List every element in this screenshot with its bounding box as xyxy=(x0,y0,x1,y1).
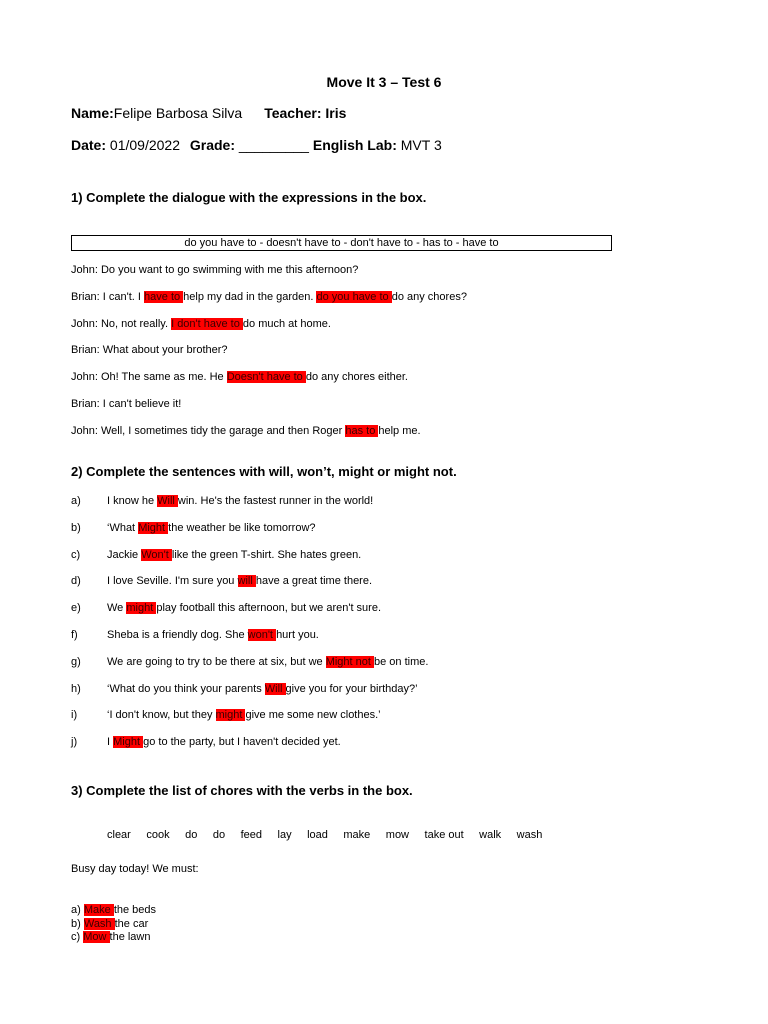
section2-heading: 2) Complete the sentences with will, won’t, might or might not. xyxy=(71,464,457,479)
verb-word: wash xyxy=(516,829,543,841)
sentence-item: Sheba is a friendly dog. She won't hurt you. xyxy=(107,629,319,641)
chore-item: a) Make the beds xyxy=(71,904,157,916)
dialogue-line-2: Brian: I can't. I have to help my dad in the garden. do you have to do any chores? xyxy=(71,291,467,303)
answer-highlight: Make xyxy=(83,904,114,916)
answer-highlight: might xyxy=(215,709,246,721)
answer-highlight: might xyxy=(126,602,157,614)
section1-heading: 1) Complete the dialogue with the expressions in the box. xyxy=(71,190,427,205)
sentence-letter: c) xyxy=(71,549,81,561)
sentence-letter: g) xyxy=(71,656,81,668)
answer-highlight: Might not xyxy=(325,656,375,668)
sentence-letter: j) xyxy=(71,736,78,748)
answer-highlight: has to xyxy=(345,425,379,437)
section3-heading: 3) Complete the list of chores with the verbs in the box. xyxy=(71,783,413,798)
sentence-item: ‘What Might the weather be like tomorrow? xyxy=(107,522,316,534)
dialogue-line-5: John: Oh! The same as me. He Doesn't have to do any chores either. xyxy=(71,371,408,383)
english-lab-label: English Lab: xyxy=(312,137,397,153)
answer-highlight: Wash xyxy=(83,918,115,930)
sentence-letter: d) xyxy=(71,575,81,587)
dialogue-line-7: John: Well, I sometimes tidy the garage and then Roger has to help me. xyxy=(71,425,421,437)
sentence-item: I know he Will win. He's the fastest runner in the world! xyxy=(107,495,374,507)
date-grade-line xyxy=(71,137,442,153)
chore-item: b) Wash the car xyxy=(71,918,149,930)
verb-word: feed xyxy=(240,829,263,841)
answer-highlight: will xyxy=(237,575,256,587)
sentence-item: We are going to try to be there at six, but we Might not be on time. xyxy=(107,656,429,668)
page-title: Move It 3 – Test 6 xyxy=(326,74,442,90)
dialogue-line-1: John: Do you want to go swimming with me this afternoon? xyxy=(71,264,359,276)
date-value: 01/09/2022 xyxy=(109,137,180,153)
english-lab-value: MVT 3 xyxy=(400,137,442,153)
verb-word: do xyxy=(212,829,226,841)
sentence-letter: i) xyxy=(71,709,78,721)
answer-highlight: Will xyxy=(264,683,286,695)
dialogue-line-4: Brian: What about your brother? xyxy=(71,344,228,356)
answer-highlight: won't xyxy=(247,629,277,641)
verb-word: mow xyxy=(385,829,410,841)
sentence-item: I love Seville. I'm sure you will have a great time there. xyxy=(107,575,373,587)
answer-highlight: I don't have to xyxy=(171,318,243,330)
answer-highlight: Will xyxy=(157,495,178,507)
answer-highlight: Won't xyxy=(141,549,172,561)
name-teacher-line xyxy=(71,105,346,121)
sentence-letter: b) xyxy=(71,522,81,534)
grade-label: Grade: xyxy=(189,137,235,153)
sentence-item: ‘What do you think your parents Will give you for your birthday?’ xyxy=(107,683,418,695)
answer-highlight: Might xyxy=(138,522,169,534)
verb-word: make xyxy=(343,829,371,841)
sentence-letter: e) xyxy=(71,602,81,614)
sentence-item: ‘I don't know, but they might give me some new clothes.’ xyxy=(107,709,381,721)
verb-word: lay xyxy=(277,829,292,841)
sentence-letter: f) xyxy=(71,629,78,641)
sentence-item: Jackie Won't like the green T-shirt. She hates green. xyxy=(107,549,362,561)
verb-word: cook xyxy=(146,829,170,841)
sentence-item: We might play football this afternoon, but we aren't sure. xyxy=(107,602,382,614)
dialogue-line-3: John: No, not really. I don't have to do much at home. xyxy=(71,318,331,330)
teacher-label: Teacher: Iris xyxy=(264,105,347,121)
date-label: Date: xyxy=(71,137,107,153)
answer-highlight: do you have to xyxy=(316,291,392,303)
verb-word: load xyxy=(307,829,328,841)
dialogue-line-6: Brian: I can't believe it! xyxy=(71,398,182,410)
sentence-letter: h) xyxy=(71,683,81,695)
sentence-item: I Might go to the party, but I haven't decided yet. xyxy=(107,736,341,748)
answer-highlight: have to xyxy=(144,291,184,303)
chore-item: c) Mow the lawn xyxy=(71,931,151,943)
verb-word: clear xyxy=(107,829,131,841)
verb-word: do xyxy=(185,829,198,841)
verb-word: take out xyxy=(424,829,464,841)
answer-highlight: Doesn't have to xyxy=(226,371,306,383)
answer-highlight: Might xyxy=(113,736,144,748)
expressions-box: do you have to - doesn't have to - don't have to - has to - have to xyxy=(71,235,612,251)
sentence-letter: a) xyxy=(71,495,81,507)
answer-highlight: Mow xyxy=(83,931,110,943)
name-label: Name: xyxy=(71,105,114,121)
chores-intro: Busy day today! We must: xyxy=(71,863,199,875)
verb-word: walk xyxy=(479,829,502,841)
name-value: Felipe Barbosa Silva xyxy=(113,105,243,121)
grade-blank: _________ xyxy=(238,137,309,153)
verb-box xyxy=(107,829,558,841)
